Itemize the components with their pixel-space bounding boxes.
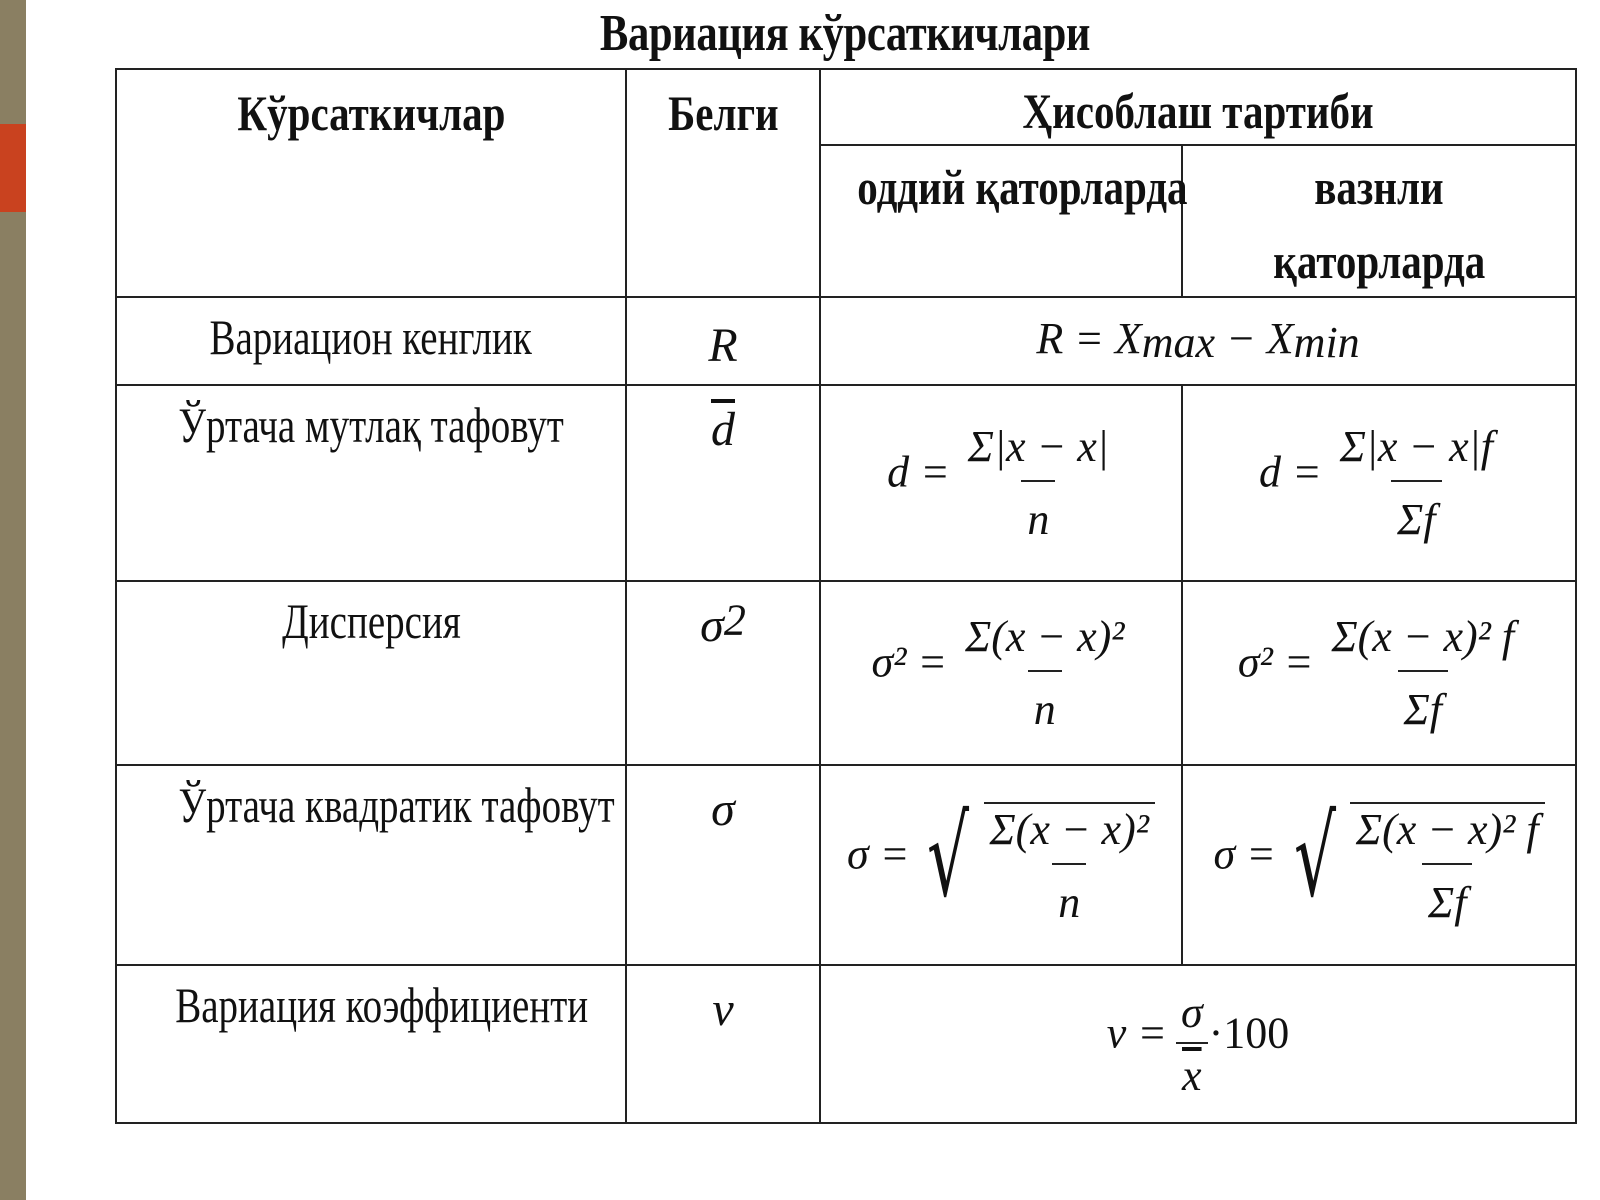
header-sign: Белги — [626, 69, 820, 297]
variation-table — [115, 68, 1577, 1124]
slide-title: Вариация кўрсаткичлари — [599, 5, 1091, 62]
formula-mad-simple: d = $\frac{\Sigma|x - x|}{n}$ — [820, 385, 1182, 581]
formula-variance-simple: σ² = $\frac{\text{Σ(x − x)²}}{n}$ — [820, 581, 1182, 765]
sqrt-icon: √ — [927, 793, 970, 921]
row-symbol-variance: $\sigma^2$ — [626, 581, 820, 765]
formula-stddev-simple: σ = √ $\frac{\text{Σ(x − x)²}}{n}$ — [820, 765, 1182, 965]
row-symbol-stddev: σ — [626, 765, 820, 965]
row-name-cv: Вариация коэффициенти — [116, 965, 626, 1123]
header-simple-rows: оддий қаторларда — [820, 145, 1182, 297]
header-calc-order: Ҳисоблаш тартиби — [820, 69, 1576, 145]
row-symbol-range: R — [626, 297, 820, 385]
sqrt-icon: √ — [1293, 793, 1336, 921]
formula-mad-weighted: d = $\frac{\Sigma|x - x|f}{\Sigma f}$ — [1182, 385, 1576, 581]
row-name-stddev: Ўртача квадратик тафовут — [116, 765, 626, 965]
formula-variance-weighted: σ² = $\frac{\text{Σ(x − x)² f}}{\Sigma f}$ — [1182, 581, 1576, 765]
row-symbol-cv: v — [626, 965, 820, 1123]
formula-cv: v = $\frac{\sigma}{x}$ ·100 — [820, 965, 1576, 1123]
row-name-mad: Ўртача мутлақ тафовут — [116, 385, 626, 581]
row-symbol-mad: $\overline{d}$ — [626, 385, 820, 581]
slide-side-accent — [0, 124, 26, 212]
header-indicators: Кўрсаткичлар — [116, 69, 626, 297]
formula-stddev-weighted: σ = √ $\frac{\text{Σ(x − x)² f}}{\Sigma f}$ — [1182, 765, 1576, 965]
formula-range: $R = X_{max} - X_{min}$ — [820, 297, 1576, 385]
row-name-range: Вариацион кенглик — [116, 297, 626, 385]
header-weighted-rows: вазнли қаторларда — [1182, 145, 1576, 297]
row-name-variance: Дисперсия — [116, 581, 626, 765]
